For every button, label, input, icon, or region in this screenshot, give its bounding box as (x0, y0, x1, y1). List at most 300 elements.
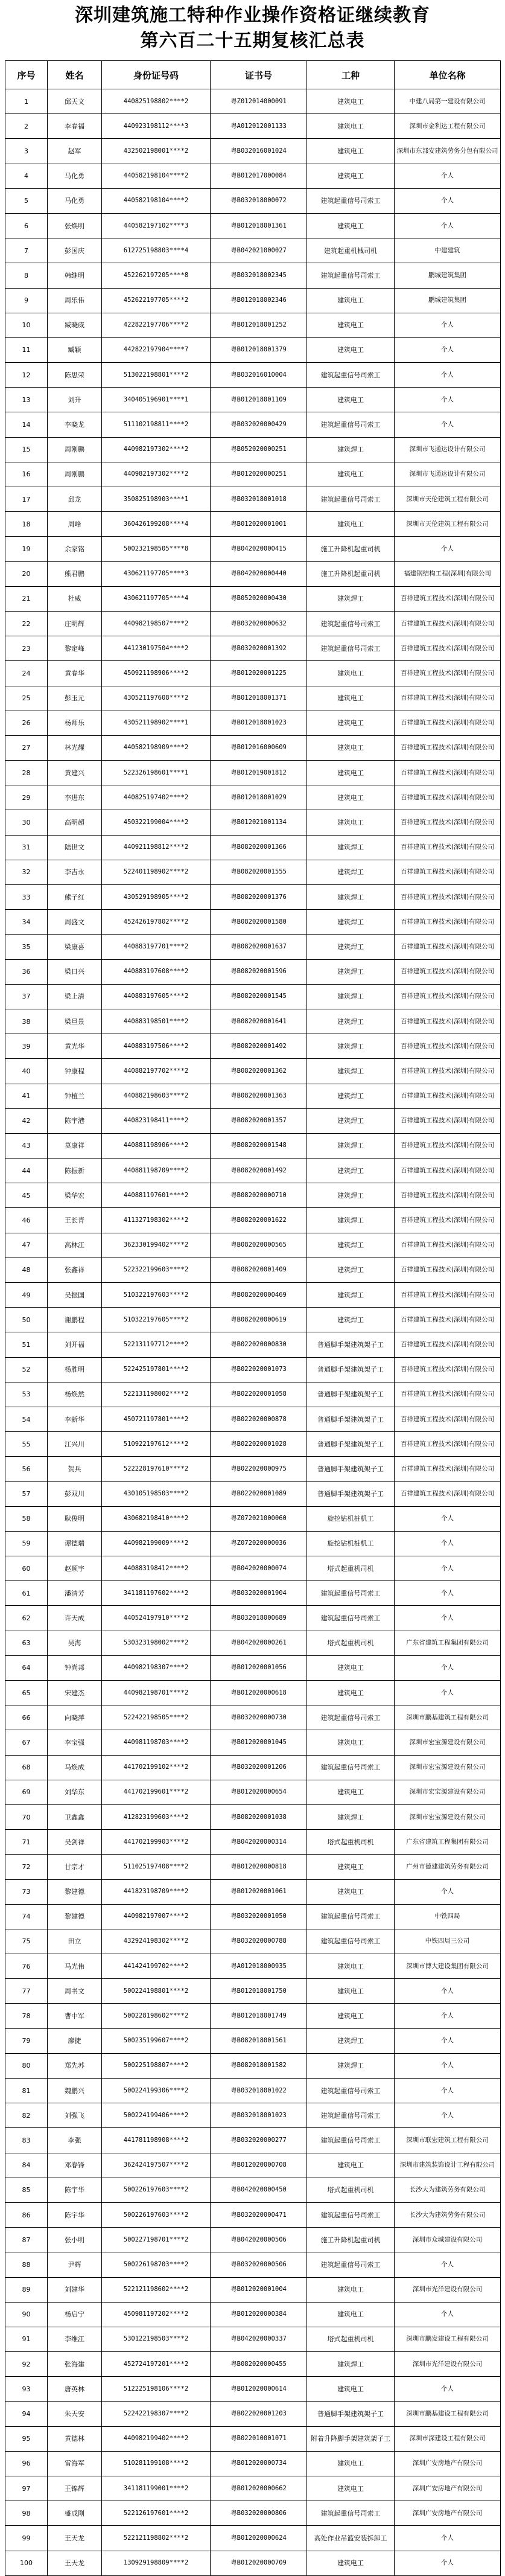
table-row (5, 462, 501, 487)
row-job-type: 建筑电工 (307, 686, 395, 711)
row-name: 钟尚邦 (48, 1655, 102, 1680)
row-id-number: 440881198709****2 (102, 1159, 211, 1183)
table-row (5, 2228, 501, 2252)
table-row (5, 1009, 501, 1034)
row-index: 58 (5, 1506, 48, 1531)
table-row (5, 412, 501, 437)
row-index: 88 (5, 2252, 48, 2277)
row-job-type: 建筑焊工 (307, 885, 395, 910)
row-employer: 个人 (395, 2302, 501, 2327)
row-id-number: 510322197605****2 (102, 1308, 211, 1332)
row-index: 75 (5, 1929, 48, 1954)
row-name: 向晓萍 (48, 1705, 102, 1730)
row-name: 钟植兰 (48, 1084, 102, 1108)
row-index: 83 (5, 2128, 48, 2153)
row-certificate-number: 粤B032020000506 (211, 2252, 307, 2277)
row-index: 45 (5, 1183, 48, 1208)
row-certificate-number: 粤B012020001225 (211, 661, 307, 686)
table-row (5, 1556, 501, 1581)
table-row (5, 761, 501, 785)
row-certificate-number: 粤B012020000614 (211, 2377, 307, 2402)
table-row (5, 1481, 501, 1506)
row-id-number: 500232198505****8 (102, 537, 211, 561)
row-index: 14 (5, 412, 48, 437)
row-id-number: 500224199306****2 (102, 2079, 211, 2103)
row-index: 43 (5, 1133, 48, 1158)
review-summary-table (5, 60, 501, 2576)
row-index: 30 (5, 810, 48, 835)
row-employer: 百祥建筑工程技术(深圳)有限公司 (395, 1208, 501, 1233)
row-job-type: 施工升降机起重司机 (307, 537, 395, 561)
table-row (5, 1283, 501, 1308)
row-job-type: 建筑起重信号司索工 (307, 611, 395, 636)
row-id-number: 440825198802****2 (102, 89, 211, 114)
row-certificate-number: 粤B032018002345 (211, 263, 307, 288)
row-name: 李吉永 (48, 860, 102, 884)
row-name: 曹中军 (48, 2004, 102, 2028)
row-certificate-number: 粤B032020001050 (211, 1904, 307, 1929)
row-employer: 个人 (395, 2377, 501, 2402)
row-certificate-number: 粤B082018001582 (211, 2053, 307, 2078)
row-job-type: 建筑起重信号司索工 (307, 1755, 395, 1780)
row-id-number: 510922197612****2 (102, 1432, 211, 1457)
header-name: 姓名 (48, 61, 102, 89)
table-row (5, 1929, 501, 1954)
row-name: 吴振国 (48, 1283, 102, 1308)
row-index: 80 (5, 2053, 48, 2078)
row-certificate-number: 粤Z012014000091 (211, 89, 307, 114)
row-id-number: 422822197706****2 (102, 313, 211, 337)
row-employer: 百祥建筑工程技术(深圳)有限公司 (395, 1457, 501, 1481)
row-job-type: 建筑起重信号司索工 (307, 1929, 395, 1954)
row-job-type: 建筑电工 (307, 164, 395, 188)
row-id-number: 452622197705****2 (102, 288, 211, 313)
row-name: 周峰 (48, 512, 102, 537)
row-job-type: 普通脚手架建筑架子工 (307, 1357, 395, 1382)
row-name: 梁日兴 (48, 959, 102, 984)
row-id-number: 500226197603****2 (102, 2178, 211, 2202)
row-id-number: 440881198906****2 (102, 1133, 211, 1158)
row-id-number: 440823198411****2 (102, 1108, 211, 1133)
row-certificate-number: 粤B082020001409 (211, 1258, 307, 1282)
row-employer: 百祥建筑工程技术(深圳)有限公司 (395, 1233, 501, 1258)
row-index: 26 (5, 711, 48, 735)
row-index: 73 (5, 1879, 48, 1904)
row-job-type: 建筑电工 (307, 711, 395, 735)
row-job-type: 施工升降机起重司机 (307, 561, 395, 586)
row-job-type: 建筑电工 (307, 761, 395, 785)
row-job-type: 建筑电工 (307, 2476, 395, 2501)
row-certificate-number: 粤B042020000337 (211, 2327, 307, 2351)
row-index: 28 (5, 761, 48, 785)
row-certificate-number: 粤B012016000609 (211, 735, 307, 760)
row-employer: 深圳市建筑装饰设计工程有限公司 (395, 2153, 501, 2178)
row-id-number: 510281199108****2 (102, 2451, 211, 2476)
row-name: 郑先苏 (48, 2053, 102, 2078)
row-employer: 百祥建筑工程技术(深圳)有限公司 (395, 661, 501, 686)
row-employer: 百祥建筑工程技术(深圳)有限公司 (395, 735, 501, 760)
row-job-type: 建筑电工 (307, 735, 395, 760)
row-certificate-number: 粤B082020001492 (211, 1159, 307, 1183)
row-index: 24 (5, 661, 48, 686)
row-name: 彭双川 (48, 1481, 102, 1506)
row-job-type: 建筑电工 (307, 1855, 395, 1879)
row-id-number: 440883198412****2 (102, 1556, 211, 1581)
row-certificate-number: 粤B032020001206 (211, 1755, 307, 1780)
row-index: 21 (5, 586, 48, 611)
row-employer: 深圳市天伦建筑工程有限公司 (395, 512, 501, 537)
row-job-type: 建筑焊工 (307, 1159, 395, 1183)
row-id-number: 440582198909****2 (102, 735, 211, 760)
table-row (5, 661, 501, 686)
row-job-type: 建筑起重信号司索工 (307, 188, 395, 213)
row-name: 周刚鹏 (48, 462, 102, 487)
row-employer: 深圳市金利达工程有限公司 (395, 114, 501, 139)
row-index: 8 (5, 263, 48, 288)
row-job-type: 建筑电工 (307, 313, 395, 337)
row-name: 周盛文 (48, 910, 102, 935)
row-certificate-number: 粤B032020000429 (211, 412, 307, 437)
row-name: 马化勇 (48, 164, 102, 188)
table-row (5, 735, 501, 760)
row-certificate-number: 粤B012020001061 (211, 1879, 307, 1904)
row-id-number: 500235199607****2 (102, 2028, 211, 2053)
row-id-number: 430621197705****4 (102, 586, 211, 611)
row-index: 38 (5, 1009, 48, 1034)
row-employer: 个人 (395, 2004, 501, 2028)
row-index: 82 (5, 2103, 48, 2128)
row-employer: 个人 (395, 1655, 501, 1680)
row-employer: 百祥建筑工程技术(深圳)有限公司 (395, 586, 501, 611)
table-row (5, 1581, 501, 1606)
row-index: 40 (5, 1059, 48, 1084)
row-employer: 百祥建筑工程技术(深圳)有限公司 (395, 835, 501, 860)
row-name: 吴剑祥 (48, 1830, 102, 1855)
row-certificate-number: 粤B012018001371 (211, 686, 307, 711)
row-index: 20 (5, 561, 48, 586)
row-index: 71 (5, 1830, 48, 1855)
row-certificate-number: 粤B032018001018 (211, 487, 307, 512)
row-index: 39 (5, 1034, 48, 1059)
row-name: 卫鑫鑫 (48, 1804, 102, 1829)
row-index: 16 (5, 462, 48, 487)
table-row (5, 1705, 501, 1730)
row-job-type: 建筑电工 (307, 512, 395, 537)
row-certificate-number: 粤B042020000415 (211, 537, 307, 561)
row-index: 87 (5, 2228, 48, 2252)
row-id-number: 530323198002****2 (102, 1631, 211, 1655)
row-certificate-number: 粤B042020000074 (211, 1556, 307, 1581)
row-job-type: 建筑电工 (307, 1681, 395, 1705)
row-index: 33 (5, 885, 48, 910)
row-certificate-number: 粤B032018000689 (211, 1606, 307, 1631)
table-row (5, 785, 501, 810)
table-row (5, 388, 501, 412)
row-index: 69 (5, 1780, 48, 1804)
row-index: 46 (5, 1208, 48, 1233)
row-index: 97 (5, 2476, 48, 2501)
row-id-number: 440982199402****2 (102, 2426, 211, 2451)
row-id-number: 340405196901****1 (102, 388, 211, 412)
row-job-type: 建筑电工 (307, 2302, 395, 2327)
row-index: 96 (5, 2451, 48, 2476)
row-name: 彭玉元 (48, 686, 102, 711)
row-index: 19 (5, 537, 48, 561)
row-index: 32 (5, 860, 48, 884)
row-index: 86 (5, 2202, 48, 2227)
row-employer: 百祥建筑工程技术(深圳)有限公司 (395, 959, 501, 984)
row-id-number: 452724197201****2 (102, 2352, 211, 2377)
row-id-number: 500228198602****2 (102, 2004, 211, 2028)
table-row (5, 2551, 501, 2575)
row-id-number: 441702199102****2 (102, 1755, 211, 1780)
row-certificate-number: 粤B082020001545 (211, 984, 307, 1009)
row-index: 64 (5, 1655, 48, 1680)
row-job-type: 建筑焊工 (307, 1233, 395, 1258)
row-employer: 个人 (395, 388, 501, 412)
row-index: 10 (5, 313, 48, 337)
row-name: 黄建兴 (48, 761, 102, 785)
row-employer: 个人 (395, 1581, 501, 1606)
row-id-number: 450981197202****2 (102, 2302, 211, 2327)
table-row (5, 2153, 501, 2178)
row-job-type: 建筑焊工 (307, 1059, 395, 1084)
row-job-type: 建筑起重信号司索工 (307, 412, 395, 437)
row-job-type: 塔式起重机司机 (307, 1631, 395, 1655)
row-employer: 百祥建筑工程技术(深圳)有限公司 (395, 1258, 501, 1282)
row-name: 李春福 (48, 114, 102, 139)
table-row (5, 1133, 501, 1158)
row-index: 52 (5, 1357, 48, 1382)
row-certificate-number: 粤B082020001580 (211, 910, 307, 935)
row-name: 周乐伟 (48, 288, 102, 313)
row-employer: 个人 (395, 1606, 501, 1631)
row-name: 梁华宏 (48, 1183, 102, 1208)
row-name: 张小明 (48, 2228, 102, 2252)
row-index: 57 (5, 1481, 48, 1506)
row-id-number: 522131198002****2 (102, 1382, 211, 1407)
row-certificate-number: 粤B082020001548 (211, 1133, 307, 1158)
row-certificate-number: 粤B082020001622 (211, 1208, 307, 1233)
row-id-number: 440982199009****2 (102, 1531, 211, 1556)
row-job-type: 建筑焊工 (307, 1108, 395, 1133)
row-employer: 个人 (395, 313, 501, 337)
row-name: 许天成 (48, 1606, 102, 1631)
row-name: 李进东 (48, 785, 102, 810)
row-id-number: 441702199903****2 (102, 1830, 211, 1855)
table-row (5, 2526, 501, 2551)
row-id-number: 440982197007****2 (102, 1904, 211, 1929)
row-certificate-number: 粤B012018001252 (211, 313, 307, 337)
row-index: 42 (5, 1108, 48, 1133)
row-certificate-number: 粤B022020001089 (211, 1481, 307, 1506)
row-index: 50 (5, 1308, 48, 1332)
row-name: 刘华东 (48, 1780, 102, 1804)
row-job-type: 建筑起重信号司索工 (307, 1705, 395, 1730)
row-index: 59 (5, 1531, 48, 1556)
row-index: 91 (5, 2327, 48, 2351)
row-certificate-number: 粤Z072020000036 (211, 1531, 307, 1556)
row-certificate-number: 粤B012020000708 (211, 2153, 307, 2178)
row-job-type: 普通脚手架建筑架子工 (307, 2402, 395, 2426)
row-job-type: 普通脚手架建筑架子工 (307, 1481, 395, 1506)
row-certificate-number: 粤B082020001366 (211, 835, 307, 860)
table-row (5, 2277, 501, 2302)
row-index: 23 (5, 636, 48, 661)
row-employer: 深圳市宏宝源建设有限公司 (395, 1730, 501, 1755)
row-job-type: 建筑电工 (307, 337, 395, 362)
table-row (5, 263, 501, 288)
row-id-number: 522422198505****2 (102, 1705, 211, 1730)
row-index: 13 (5, 388, 48, 412)
table-row (5, 487, 501, 512)
row-employer: 深圳广安房地产有限公司 (395, 2451, 501, 2476)
row-id-number: 440882197702****2 (102, 1059, 211, 1084)
row-index: 85 (5, 2178, 48, 2202)
row-index: 17 (5, 487, 48, 512)
row-name: 邱天文 (48, 89, 102, 114)
row-name: 邱龙 (48, 487, 102, 512)
row-index: 99 (5, 2526, 48, 2551)
row-id-number: 522425197801****2 (102, 1357, 211, 1382)
table-row (5, 860, 501, 884)
table-row (5, 1879, 501, 1904)
row-employer: 百祥建筑工程技术(深圳)有限公司 (395, 935, 501, 959)
row-name: 吴海 (48, 1631, 102, 1655)
row-name: 黎建德 (48, 1879, 102, 1904)
row-employer: 深圳市深建设工程有限公司 (395, 2426, 501, 2451)
row-certificate-number: 粤B012020000709 (211, 2551, 307, 2575)
row-employer: 百祥建筑工程技术(深圳)有限公司 (395, 636, 501, 661)
row-name: 谭德瑞 (48, 1531, 102, 1556)
table-row (5, 1034, 501, 1059)
row-certificate-number: 粤B012020001056 (211, 1655, 307, 1680)
table-row (5, 213, 501, 238)
table-row (5, 711, 501, 735)
row-id-number: 432924198302****2 (102, 1929, 211, 1954)
row-id-number: 440825197402****2 (102, 785, 211, 810)
row-id-number: 522326198601****1 (102, 761, 211, 785)
row-name: 杨师乐 (48, 711, 102, 735)
row-name: 周书文 (48, 1979, 102, 2004)
row-employer: 个人 (395, 1979, 501, 2004)
row-employer: 百祥建筑工程技术(深圳)有限公司 (395, 885, 501, 910)
row-name: 黎定峰 (48, 636, 102, 661)
row-id-number: 500226198703****2 (102, 2252, 211, 2277)
row-index: 76 (5, 1954, 48, 1979)
table-row (5, 363, 501, 388)
row-job-type: 建筑电工 (307, 114, 395, 139)
table-body (5, 89, 501, 2576)
row-index: 68 (5, 1755, 48, 1780)
row-employer: 百祥建筑工程技术(深圳)有限公司 (395, 1159, 501, 1183)
row-index: 55 (5, 1432, 48, 1457)
row-id-number: 440982198701****2 (102, 1681, 211, 1705)
row-name: 李强 (48, 2128, 102, 2153)
row-certificate-number: 粤B082020001362 (211, 1059, 307, 1084)
table-row (5, 835, 501, 860)
table-row (5, 1855, 501, 1879)
row-name: 李维江 (48, 2327, 102, 2351)
row-job-type: 建筑起重机械司机 (307, 238, 395, 263)
row-name: 余家铭 (48, 537, 102, 561)
row-name: 黄光华 (48, 1034, 102, 1059)
row-name: 李晓龙 (48, 412, 102, 437)
row-employer: 百祥建筑工程技术(深圳)有限公司 (395, 1059, 501, 1084)
header-id-number: 身份证号码 (102, 61, 211, 89)
row-certificate-number: 粤B012020000384 (211, 2302, 307, 2327)
row-certificate-number: 粤B012020000251 (211, 462, 307, 487)
row-id-number: 440883197605****2 (102, 984, 211, 1009)
row-job-type: 建筑电工 (307, 810, 395, 835)
row-certificate-number: 粤B032018001023 (211, 2103, 307, 2128)
row-id-number: 411327198302****2 (102, 1208, 211, 1233)
row-employer: 百祥建筑工程技术(深圳)有限公司 (395, 860, 501, 884)
header-employer: 单位名称 (395, 61, 501, 89)
row-job-type: 建筑电工 (307, 388, 395, 412)
row-job-type: 建筑焊工 (307, 2352, 395, 2377)
table-row (5, 139, 501, 164)
row-name: 赵顺宇 (48, 1556, 102, 1581)
row-job-type: 建筑焊工 (307, 1804, 395, 1829)
row-id-number: 440524197910****2 (102, 1606, 211, 1631)
row-employer: 个人 (395, 2526, 501, 2551)
row-certificate-number: 粤B012020001045 (211, 1730, 307, 1755)
row-employer: 个人 (395, 363, 501, 388)
row-index: 7 (5, 238, 48, 263)
row-job-type: 建筑起重信号司索工 (307, 2128, 395, 2153)
row-id-number: 511025197408****2 (102, 1855, 211, 1879)
row-index: 84 (5, 2153, 48, 2178)
row-name: 陈思荣 (48, 363, 102, 388)
row-index: 65 (5, 1681, 48, 1705)
row-certificate-number: 粤B082020000710 (211, 1183, 307, 1208)
row-certificate-number: 粤B012018001029 (211, 785, 307, 810)
row-certificate-number: 粤B012020000734 (211, 2451, 307, 2476)
row-job-type: 普通脚手架建筑架子工 (307, 1407, 395, 1431)
row-name: 王锦辉 (48, 2476, 102, 2501)
row-employer: 百祥建筑工程技术(深圳)有限公司 (395, 1407, 501, 1431)
row-job-type: 建筑焊工 (307, 935, 395, 959)
row-name: 马光伟 (48, 1954, 102, 1979)
row-job-type: 建筑电工 (307, 288, 395, 313)
row-name: 甘宗才 (48, 1855, 102, 1879)
row-name: 陈宇港 (48, 1108, 102, 1133)
row-id-number: 441424199702****2 (102, 1954, 211, 1979)
row-id-number: 500224198801****2 (102, 1979, 211, 2004)
row-certificate-number: 粤A012018000935 (211, 1954, 307, 1979)
row-certificate-number: 粤B042020000506 (211, 2228, 307, 2252)
table-row (5, 1780, 501, 1804)
row-id-number: 440981198703****2 (102, 1730, 211, 1755)
row-employer: 百祥建筑工程技术(深圳)有限公司 (395, 1332, 501, 1357)
row-job-type: 建筑焊工 (307, 835, 395, 860)
row-employer: 深圳市宏宝源建设有限公司 (395, 1755, 501, 1780)
row-index: 61 (5, 1581, 48, 1606)
row-name: 陆世文 (48, 835, 102, 860)
row-job-type: 塔式起重机司机 (307, 1556, 395, 1581)
row-name: 陈宇华 (48, 2178, 102, 2202)
row-name: 赵军 (48, 139, 102, 164)
row-index: 56 (5, 1457, 48, 1481)
row-job-type: 建筑焊工 (307, 910, 395, 935)
row-index: 5 (5, 188, 48, 213)
row-name: 尹辉 (48, 2252, 102, 2277)
row-employer: 深圳市宏宝源建设有限公司 (395, 1804, 501, 1829)
table-row (5, 1382, 501, 1407)
row-job-type: 建筑电工 (307, 1730, 395, 1755)
table-row (5, 2202, 501, 2227)
